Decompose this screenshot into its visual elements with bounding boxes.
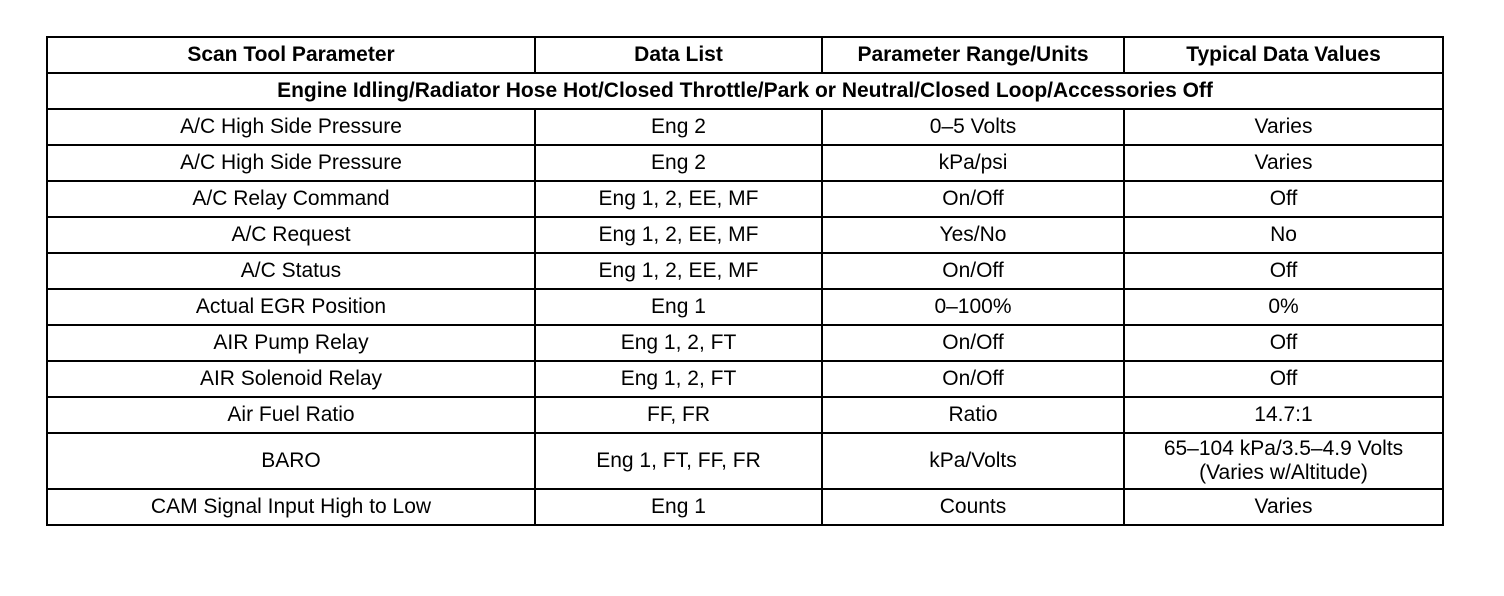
typical-value-line: 0% [1268, 295, 1299, 318]
parameter-cell: A/C High Side Pressure [47, 145, 535, 181]
table-row [47, 181, 1443, 217]
typical-value-cell [1124, 253, 1443, 289]
typical-value-line: Off [1269, 259, 1298, 282]
parameter-cell: Actual EGR Position [47, 289, 535, 325]
typical-value-line: Varies [1254, 151, 1313, 174]
table-row [47, 361, 1443, 397]
typical-value-cell [1124, 325, 1443, 361]
typical-value-line: (Varies w/Altitude) [1199, 461, 1368, 484]
condition-row [47, 73, 1443, 109]
table-row [47, 109, 1443, 145]
range-units-cell: Counts [822, 489, 1124, 525]
typical-value-line: Varies [1254, 115, 1313, 138]
data-list-cell: Eng 2 [535, 109, 822, 145]
parameter-cell: A/C High Side Pressure [47, 109, 535, 145]
table-row [47, 289, 1443, 325]
typical-value-line: Off [1269, 331, 1298, 354]
header-parameter-range-units: Parameter Range/Units [822, 37, 1124, 73]
parameter-cell: CAM Signal Input High to Low [47, 489, 535, 525]
parameter-cell: A/C Status [47, 253, 535, 289]
range-units-cell: On/Off [822, 181, 1124, 217]
data-list-cell: Eng 1, 2, FT [535, 325, 822, 361]
data-list-cell: Eng 1 [535, 489, 822, 525]
parameter-cell: AIR Solenoid Relay [47, 361, 535, 397]
data-list-cell: Eng 2 [535, 145, 822, 181]
typical-value-line: Off [1269, 187, 1298, 210]
range-units-cell: On/Off [822, 253, 1124, 289]
table-row [47, 217, 1443, 253]
header-row [47, 37, 1443, 73]
range-units-cell: kPa/Volts [822, 433, 1124, 489]
header-typical-data-values: Typical Data Values [1124, 37, 1443, 73]
data-list-cell: Eng 1, 2, EE, MF [535, 253, 822, 289]
typical-value-line: Varies [1254, 495, 1313, 518]
parameter-cell: BARO [47, 433, 535, 489]
table-row [47, 325, 1443, 361]
typical-value-line: 14.7:1 [1254, 403, 1313, 426]
parameter-cell: A/C Request [47, 217, 535, 253]
data-list-cell: Eng 1 [535, 289, 822, 325]
scan-tool-data-table [46, 36, 1444, 526]
parameter-cell: Air Fuel Ratio [47, 397, 535, 433]
table-row [47, 397, 1443, 433]
typical-value-line: Off [1269, 367, 1298, 390]
header-scan-tool-parameter: Scan Tool Parameter [47, 37, 535, 73]
typical-value-cell [1124, 109, 1443, 145]
typical-value-cell [1124, 361, 1443, 397]
table-row [47, 145, 1443, 181]
typical-value-cell [1124, 433, 1443, 489]
range-units-cell: kPa/psi [822, 145, 1124, 181]
parameter-cell: A/C Relay Command [47, 181, 535, 217]
typical-value-cell [1124, 397, 1443, 433]
typical-value-line: 65–104 kPa/3.5–4.9 Volts [1163, 437, 1404, 460]
typical-value-cell [1124, 289, 1443, 325]
data-list-cell: Eng 1, FT, FF, FR [535, 433, 822, 489]
operating-condition: Engine Idling/Radiator Hose Hot/Closed Throttle/Park or Neutral/Closed Loop/Accessories Off [47, 73, 1443, 109]
range-units-cell: On/Off [822, 325, 1124, 361]
range-units-cell: 0–5 Volts [822, 109, 1124, 145]
data-list-cell: Eng 1, 2, FT [535, 361, 822, 397]
table-row [47, 433, 1443, 489]
parameter-cell: AIR Pump Relay [47, 325, 535, 361]
table-row [47, 253, 1443, 289]
header-data-list: Data List [535, 37, 822, 73]
range-units-cell: On/Off [822, 361, 1124, 397]
range-units-cell: Yes/No [822, 217, 1124, 253]
typical-value-cell [1124, 145, 1443, 181]
typical-value-cell [1124, 217, 1443, 253]
typical-value-line: No [1270, 223, 1297, 246]
range-units-cell: 0–100% [822, 289, 1124, 325]
typical-value-cell [1124, 181, 1443, 217]
data-list-cell: FF, FR [535, 397, 822, 433]
data-list-cell: Eng 1, 2, EE, MF [535, 181, 822, 217]
table-row [47, 489, 1443, 525]
typical-value-cell [1124, 489, 1443, 525]
data-list-cell: Eng 1, 2, EE, MF [535, 217, 822, 253]
range-units-cell: Ratio [822, 397, 1124, 433]
